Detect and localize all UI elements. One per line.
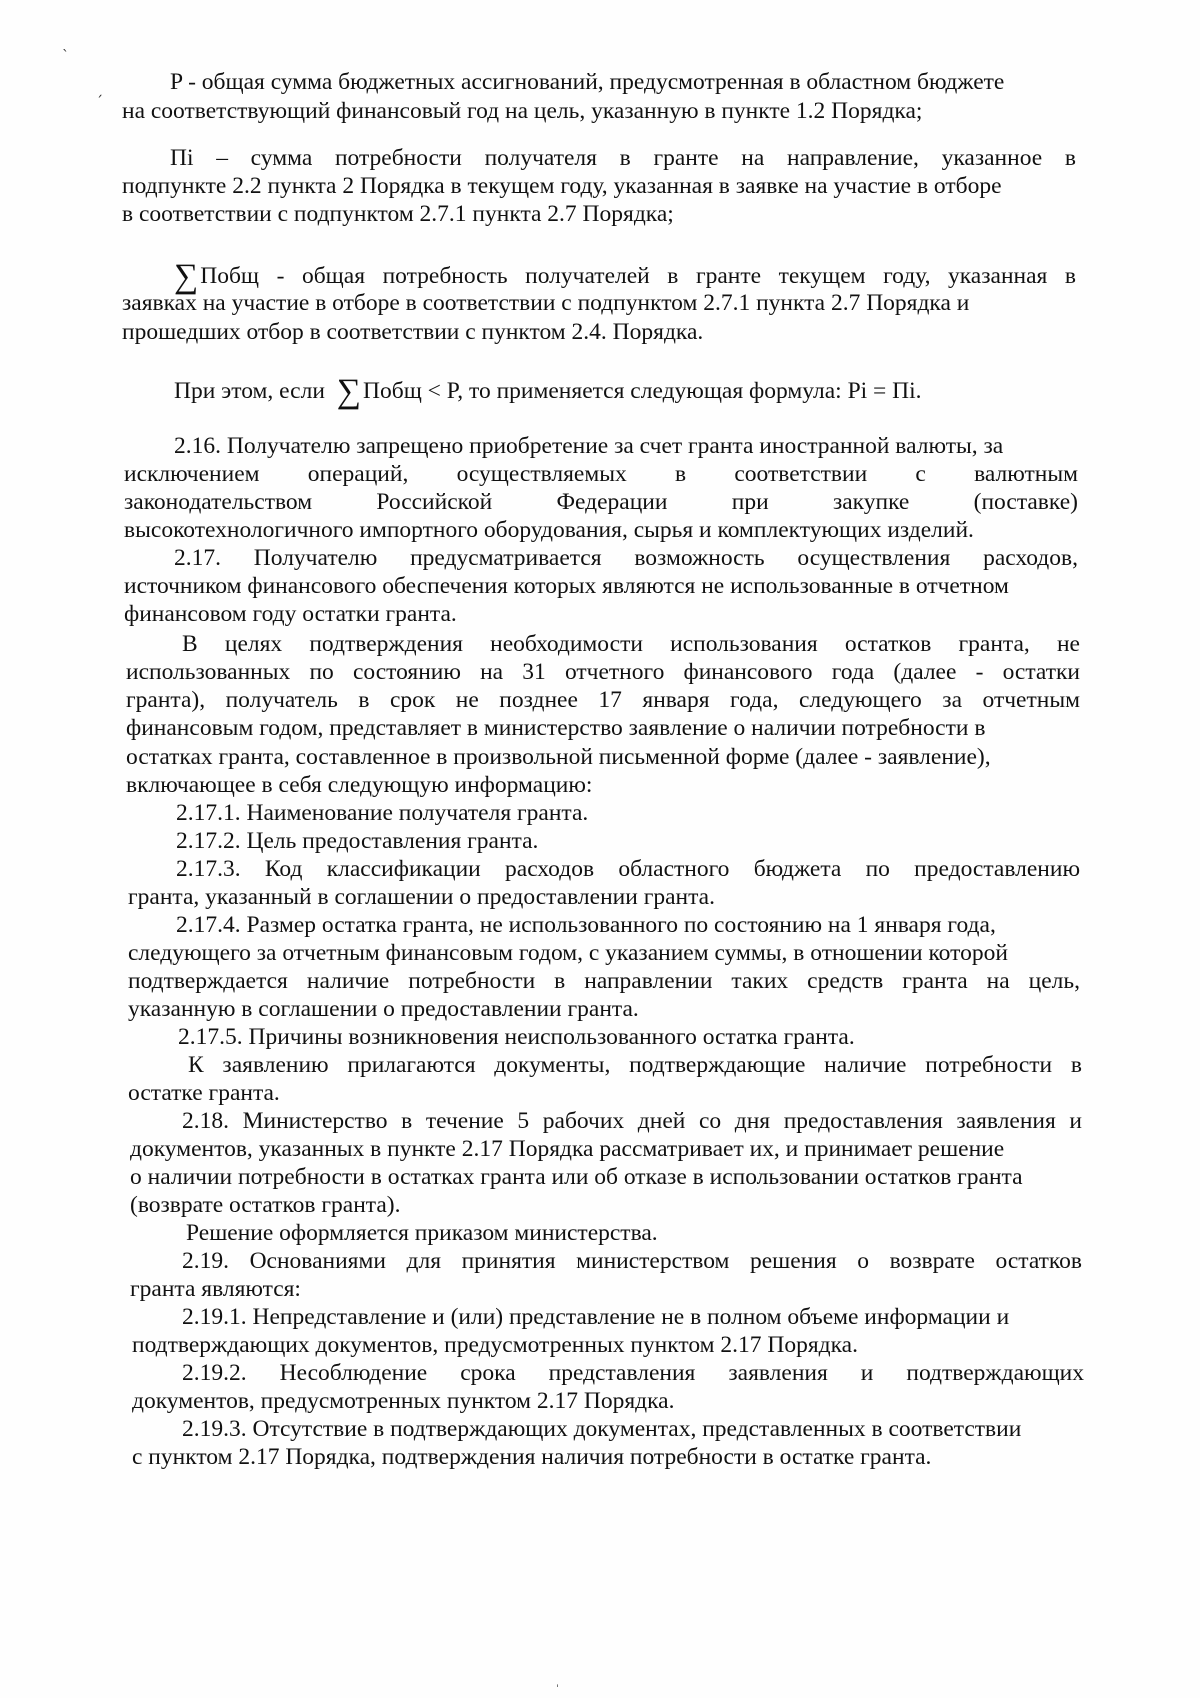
text-line: указанную в соглашении о предоставлении гранта. (128, 996, 639, 1022)
scan-speck-mark: ˏ (96, 82, 103, 98)
text-line: 2.17.4. Размер остатка гранта, не использованного по состоянию на 1 января года, (176, 912, 996, 938)
text-line: подпункте 2.2 пункта 2 Порядка в текущем году, указанная в заявке на участие в отборе (122, 173, 1002, 199)
text-line: 2.17.1. Наименование получателя гранта. (176, 800, 589, 826)
text-line: исключением операций, осуществляемых в соответствии с валютным (124, 461, 1078, 487)
text-line: включающее в себя следующую информацию: (126, 772, 593, 798)
text-line: законодательством Российской Федерации при закупке (поставке) (124, 489, 1078, 515)
text-line: о наличии потребности в остатках гранта или об отказе в использовании остатков гранта (130, 1164, 1023, 1190)
text-line: финансовым годом, представляет в министерство заявление о наличии потребности в (126, 715, 986, 741)
text-line: К заявлению прилагаются документы, подтверждающие наличие потребности в (188, 1052, 1082, 1078)
text-line: остатках гранта, составленное в произвольной письменной форме (далее - заявление), (126, 744, 991, 770)
text-line: использованных по состоянию на 31 отчетного финансового года (далее - остатки (126, 659, 1080, 685)
text-line: 2.17.5. Причины возникновения неиспользованного остатка гранта. (178, 1024, 855, 1050)
text-line: высокотехнологичного импортного оборудования, сырья и комплектующих изделий. (124, 517, 974, 543)
text-line: остатке гранта. (128, 1080, 280, 1106)
formula-line (174, 256, 1076, 295)
text-line: источником финансового обеспечения которых являются не использованные в отчетном (124, 573, 1009, 599)
text-line: в соответствии с подпунктом 2.7.1 пункта 2.7 Порядка; (122, 201, 674, 227)
scan-speck-mark: ˎ (62, 36, 69, 52)
text-line: Побщ - общая потребность получателей в гранте текущем году, указанная в (200, 263, 1076, 289)
text-line: гранта являются: (130, 1276, 301, 1302)
text-line: 2.17.2. Цель предоставления гранта. (176, 828, 539, 854)
text-line: заявках на участие в отборе в соответствии с подпунктом 2.7.1 пункта 2.7 Порядка и (122, 290, 970, 316)
text-line: В целях подтверждения необходимости использования остатков гранта, не (182, 631, 1080, 657)
text-line: гранта, указанный в соглашении о предоставлении гранта. (128, 884, 715, 910)
text-line: подтверждается наличие потребности в направлении таких средств гранта на цель, (128, 968, 1080, 994)
text-line: гранта), получатель в срок не позднее 17 января года, следующего за отчетным (126, 687, 1080, 713)
text-line: следующего за отчетным финансовым годом, с указанием суммы, в отношении которой (128, 940, 1008, 966)
sum-symbol: ∑ (336, 373, 362, 410)
text-line: 2.16. Получателю запрещено приобретение за счет гранта иностранной валюты, за (174, 433, 1004, 459)
text-line: Пi – сумма потребности получателя в гранте на направление, указанное в (170, 145, 1076, 171)
text-line: 2.17. Получателю предусматривается возможность осуществления расходов, (174, 545, 1078, 571)
text-line: Побщ < P, то применяется следующая формула: Pi = Пi. (363, 378, 922, 404)
text-line: 2.19.2. Несоблюдение срока представления заявления и подтверждающих (182, 1360, 1084, 1386)
text-line: документов, указанных в пункте 2.17 Порядка рассматривает их, и принимает решение (130, 1136, 1005, 1162)
text-line: финансовом году остатки гранта. (124, 601, 457, 627)
text-line: 2.17.3. Код классификации расходов областного бюджета по предоставлению (176, 856, 1080, 882)
text-line: Решение оформляется приказом министерства. (186, 1220, 658, 1246)
text-line: При этом, если (174, 378, 325, 404)
text-line: (возврате остатков гранта). (130, 1192, 401, 1218)
text-line: на соответствующий финансовый год на цель, указанную в пункте 1.2 Порядка; (122, 98, 923, 124)
text-line: подтверждающих документов, предусмотренных пунктом 2.17 Порядка. (132, 1332, 858, 1358)
sum-symbol: ∑ (174, 258, 199, 295)
formula-line (174, 371, 922, 410)
text-line: 2.19.3. Отсутствие в подтверждающих документах, представленных в соответствии (182, 1416, 1022, 1442)
text-line: 2.19.1. Непредставление и (или) представление не в полном объеме информации и (182, 1304, 1010, 1330)
text-line: P - общая сумма бюджетных ассигнований, предусмотренная в областном бюджете (170, 69, 1005, 95)
text-line: 2.18. Министерство в течение 5 рабочих дней со дня предоставления заявления и (182, 1108, 1082, 1134)
text-line: 2.19. Основаниями для принятия министерством решения о возврате остатков (182, 1248, 1082, 1274)
text-line: с пунктом 2.17 Порядка, подтверждения наличия потребности в остатке гранта. (132, 1444, 932, 1470)
scan-speck-mark: ˈ (556, 1684, 559, 1695)
text-line: документов, предусмотренных пунктом 2.17 Порядка. (132, 1388, 675, 1414)
text-line: прошедших отбор в соответствии с пунктом 2.4. Порядка. (122, 319, 704, 345)
